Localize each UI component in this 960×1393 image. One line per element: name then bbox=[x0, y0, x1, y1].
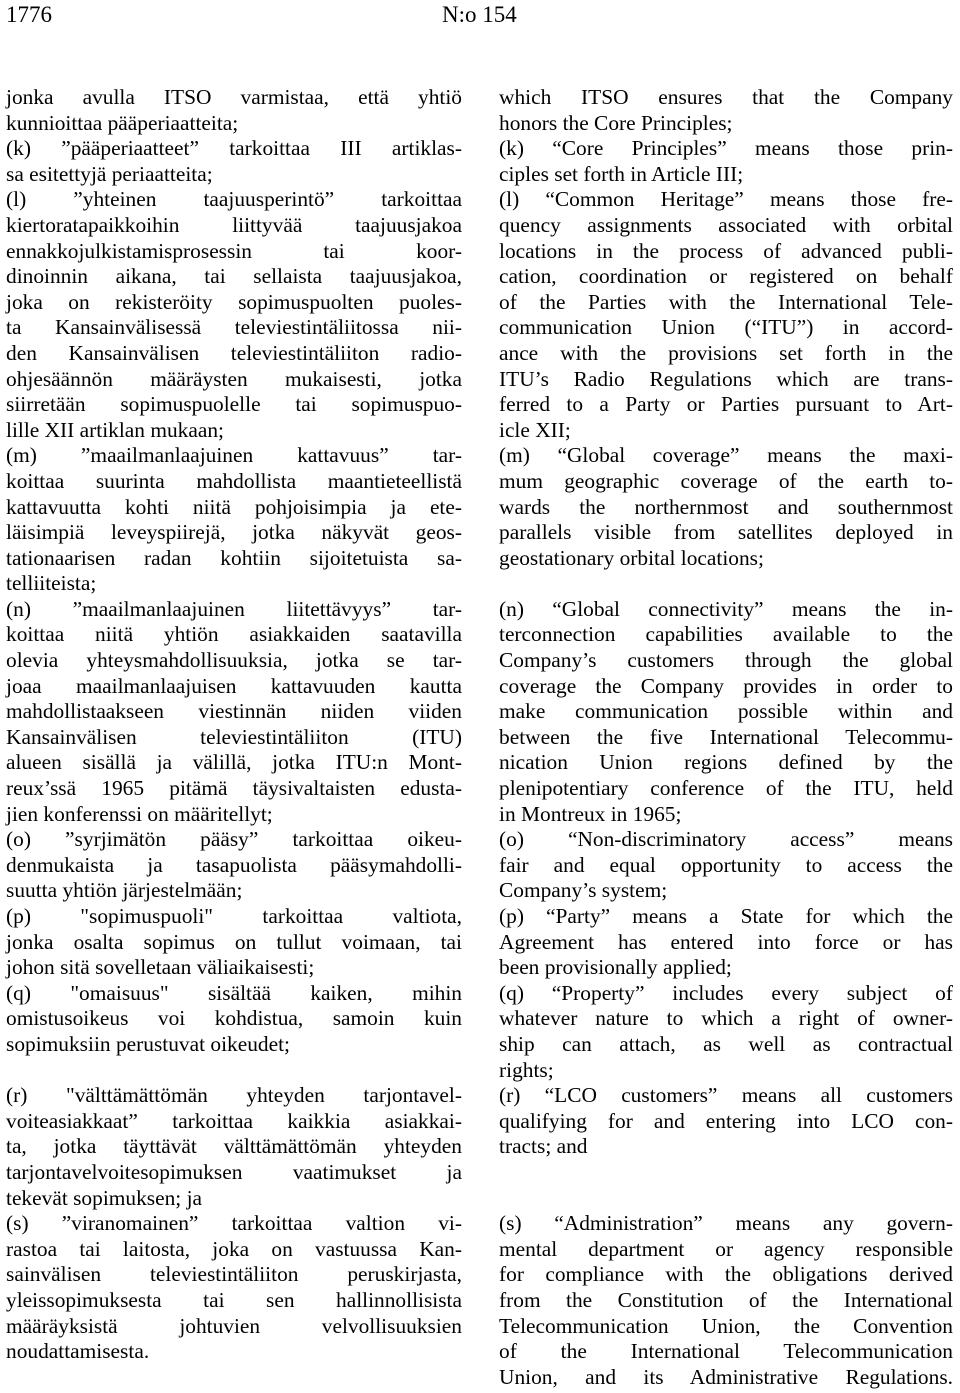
finnish-text-line: ohjesäännön määräysten mukaisesti, jotka bbox=[6, 366, 462, 391]
finnish-text-line: reux’ssä 1965 pitämä täysivaltaisten edusta- bbox=[6, 776, 462, 801]
finnish-text-line: (m) ”maailmanlaajuinen kattavuus” tar- bbox=[6, 443, 462, 468]
english-text-line: of the Parties with the International Tele- bbox=[499, 289, 953, 314]
english-text-line: parallels visible from satellites deployed in bbox=[499, 520, 953, 545]
english-text-line: plenipotentiary conference of the ITU, held bbox=[499, 776, 953, 801]
finnish-text-line: ta Kansainvälisessä televiestintäliitossa nii- bbox=[6, 315, 462, 340]
page-number: 1776 bbox=[6, 2, 52, 27]
english-text-line: make communication possible within and bbox=[499, 699, 953, 724]
finnish-text-line: siirretään sopimuspuolelle tai sopimuspuo- bbox=[6, 392, 462, 417]
english-text-line: ance with the provisions set forth in the bbox=[499, 340, 953, 365]
finnish-text-line: denmukaista ja tasapuolista pääsymahdolli- bbox=[6, 852, 462, 877]
finnish-text-line: koittaa suurinta mahdollista maantieteellistä bbox=[6, 468, 462, 493]
english-text-line: Company’s system; bbox=[499, 878, 668, 903]
finnish-text-line: voiteasiakkaat” tarkoittaa kaikkia asiakkai- bbox=[6, 1108, 462, 1133]
finnish-text-line: ennakkojulkistamisprosessin tai koor- bbox=[6, 238, 462, 263]
finnish-text-line: (q) "omaisuus" sisältää kaiken, mihin bbox=[6, 980, 462, 1005]
finnish-text-line: yleissopimuksesta tai sen hallinnollisista bbox=[6, 1287, 462, 1312]
english-text-line: terconnection capabilities available to the bbox=[499, 622, 953, 647]
finnish-text-line: (n) ”maailmanlaajuinen liitettävyys” tar- bbox=[6, 596, 462, 621]
issue-number: N:o 154 bbox=[442, 2, 517, 27]
english-text-line: which ITSO ensures that the Company bbox=[499, 85, 953, 109]
finnish-text-line: suutta yhtiön järjestelmään; bbox=[6, 878, 243, 903]
finnish-text-line: (k) ”pääperiaatteet” tarkoittaa III artiklas- bbox=[6, 136, 462, 161]
english-text-line: wards the northernmost and southernmost bbox=[499, 494, 953, 519]
finnish-text-line: den Kansainvälisen televiestintäliiton radio- bbox=[6, 340, 462, 365]
english-text-line: in Montreux in 1965; bbox=[499, 801, 682, 826]
english-text-line: (r) “LCO customers” means all customers bbox=[499, 1083, 953, 1108]
finnish-text-line: kunnioittaa pääperiaatteita; bbox=[6, 110, 239, 135]
finnish-text-line: jien konferenssi on määritellyt; bbox=[6, 801, 273, 826]
finnish-text-line: dinoinnin aikana, tai sellaista taajuusjakoa, bbox=[6, 264, 462, 289]
finnish-text-line: joaa maailmanlaajuisen kattavuuden kautta bbox=[6, 673, 462, 698]
finnish-blank-line bbox=[6, 1058, 462, 1084]
finnish-text-line: lille XII artiklan mukaan; bbox=[6, 417, 224, 442]
english-text-line: coverage the Company provides in order to bbox=[499, 673, 953, 698]
english-text-line: icle XII; bbox=[499, 417, 571, 442]
finnish-text-line: (o) ”syrjimätön pääsy” tarkoittaa oikeu- bbox=[6, 827, 462, 852]
finnish-text-line: koittaa niitä yhtiön asiakkaiden saatavilla bbox=[6, 622, 462, 647]
finnish-text-line: sa esitettyjä periaatteita; bbox=[6, 161, 213, 186]
english-text-line: qualifying for and entering into LCO con- bbox=[499, 1108, 953, 1133]
english-column bbox=[499, 85, 953, 1390]
finnish-text-line: läisimpiä leveyspiirejä, jotka näkyvät geos- bbox=[6, 520, 462, 545]
finnish-text-line: omistusoikeus voi kohdistua, samoin kuin bbox=[6, 1006, 462, 1031]
finnish-text-line: jonka avulla ITSO varmistaa, että yhtiö bbox=[6, 85, 462, 109]
finnish-text-line: telliiteista; bbox=[6, 571, 97, 596]
english-text-line: for compliance with the obligations derived bbox=[499, 1262, 953, 1287]
english-text-line: (m) “Global coverage” means the maxi- bbox=[499, 443, 953, 468]
finnish-text-line: tationaarisen radan kohtiin sijoitetuista sa- bbox=[6, 545, 462, 570]
english-blank-line bbox=[499, 1160, 953, 1186]
finnish-text-line: alueen sisällä ja välillä, jotka ITU:n Mont- bbox=[6, 750, 462, 775]
english-text-line: nication Union regions defined by the bbox=[499, 750, 953, 775]
finnish-text-line: tarjontavelvoitesopimuksen vaatimukset ja bbox=[6, 1159, 462, 1184]
english-text-line: (l) “Common Heritage” means those fre- bbox=[499, 187, 953, 212]
english-text-line: (k) “Core Principles” means those prin- bbox=[499, 136, 953, 161]
english-text-line: (o) “Non-discriminatory access” means bbox=[499, 827, 953, 852]
english-text-line: ferred to a Party or Parties pursuant to Art- bbox=[499, 392, 953, 417]
english-text-line: Agreement has entered into force or has bbox=[499, 929, 953, 954]
finnish-text-line: määräyksistä johtuvien velvollisuuksien bbox=[6, 1313, 462, 1338]
english-text-line: whatever nature to which a right of owner- bbox=[499, 1006, 953, 1031]
english-text-line: tracts; and bbox=[499, 1134, 588, 1159]
finnish-column bbox=[6, 85, 462, 1365]
english-text-line: mental department or agency responsible bbox=[499, 1236, 953, 1261]
english-text-line: fair and equal opportunity to access the bbox=[499, 852, 953, 877]
finnish-text-line: tekevät sopimuksen; ja bbox=[6, 1185, 203, 1210]
english-text-line: geostationary orbital locations; bbox=[499, 545, 764, 570]
english-text-line: of the International Telecommunication bbox=[499, 1339, 953, 1364]
english-text-line: from the Constitution of the International bbox=[499, 1287, 953, 1312]
english-text-line: mum geographic coverage of the earth to- bbox=[499, 468, 953, 493]
english-text-line: Telecommunication Union, the Convention bbox=[499, 1313, 953, 1338]
finnish-text-line: kattavuutta kohti niitä pohjoisimpia ja ete- bbox=[6, 494, 462, 519]
english-text-line: cation, coordination or registered on behalf bbox=[499, 264, 953, 289]
english-blank-line bbox=[499, 571, 953, 597]
finnish-text-line: sainvälisen televiestintäliiton peruskirjasta, bbox=[6, 1262, 462, 1287]
finnish-text-line: (l) ”yhteinen taajuusperintö” tarkoittaa bbox=[6, 187, 462, 212]
english-text-line: ship can attach, as well as contractual bbox=[499, 1031, 953, 1056]
english-text-line: been provisionally applied; bbox=[499, 955, 732, 980]
finnish-text-line: noudattamisesta. bbox=[6, 1339, 150, 1364]
english-text-line: rights; bbox=[499, 1057, 554, 1082]
english-text-line: (p) “Party” means a State for which the bbox=[499, 904, 953, 928]
english-text-line: (n) “Global connectivity” means the in- bbox=[499, 596, 953, 621]
finnish-text-line: Kansainvälisen televiestintäliiton (ITU) bbox=[6, 724, 462, 749]
english-text-line: ciples set forth in Article III; bbox=[499, 161, 744, 186]
english-text-line: communication Union (“ITU”) in accord- bbox=[499, 315, 953, 340]
english-text-line: between the five International Telecommu- bbox=[499, 724, 953, 749]
english-text-line: (s) “Administration” means any govern- bbox=[499, 1211, 953, 1236]
english-blank-line bbox=[499, 1186, 953, 1212]
finnish-text-line: kiertoratapaikkoihin liittyvää taajuusjakoa bbox=[6, 212, 462, 237]
finnish-text-line: ta, jotka täyttävät välttämättömän yhteyden bbox=[6, 1134, 462, 1159]
english-text-line: quency assignments associated with orbital bbox=[499, 212, 953, 237]
english-text-line: locations in the process of advanced publi- bbox=[499, 238, 953, 263]
english-text-line: ITU’s Radio Regulations which are trans- bbox=[499, 366, 953, 391]
english-text-line: (q) “Property” includes every subject of bbox=[499, 980, 953, 1005]
finnish-text-line: jonka osalta sopimus on tullut voimaan, tai bbox=[6, 929, 462, 954]
finnish-text-line: (p) "sopimuspuoli" tarkoittaa valtiota, bbox=[6, 904, 462, 928]
finnish-text-line: johon sitä sovelletaan väliaikaisesti; bbox=[6, 955, 315, 980]
english-text-line: Union, and its Administrative Regulations. bbox=[499, 1364, 953, 1389]
finnish-text-line: mahdollistaakseen viestinnän niiden viiden bbox=[6, 699, 462, 724]
finnish-text-line: joka on rekisteröity sopimuspuolten puoles- bbox=[6, 289, 462, 314]
english-text-line: Company’s customers through the global bbox=[499, 648, 953, 673]
finnish-text-line: sopimuksiin perustuvat oikeudet; bbox=[6, 1031, 290, 1056]
finnish-text-line: olevia yhteysmahdollisuuksia, jotka se tar- bbox=[6, 648, 462, 673]
finnish-text-line: (r) "välttämättömän yhteyden tarjontavel- bbox=[6, 1083, 462, 1108]
finnish-text-line: (s) ”viranomainen” tarkoittaa valtion vi- bbox=[6, 1211, 462, 1236]
english-text-line: honors the Core Principles; bbox=[499, 110, 733, 135]
finnish-text-line: rastoa tai laitosta, joka on vastuussa Kan- bbox=[6, 1236, 462, 1261]
